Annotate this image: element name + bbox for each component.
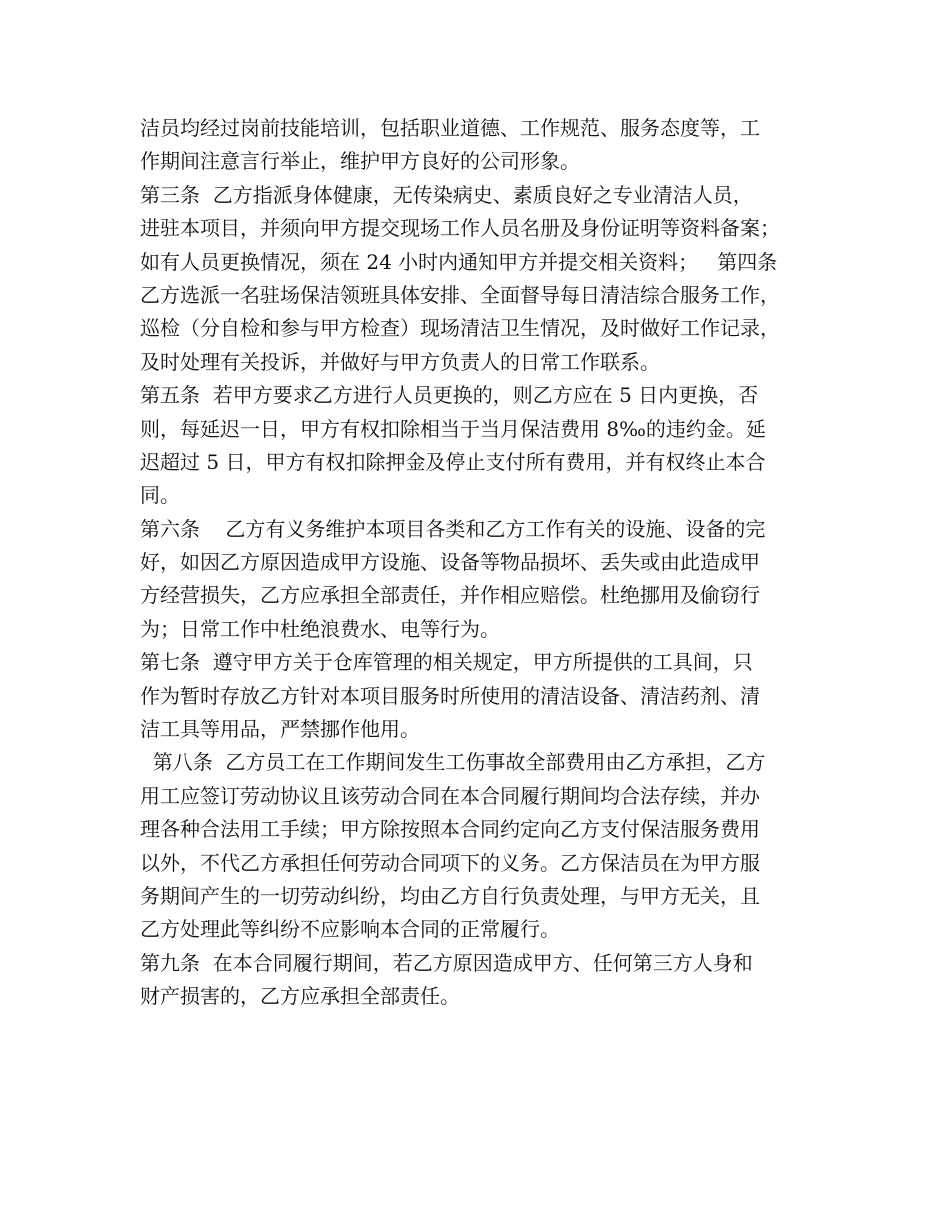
text-line: 作为暂时存放乙方针对本项目服务时所使用的清洁设备、清洁药剂、清 [140, 683, 760, 708]
document-body [140, 112, 815, 1014]
text-line: 如有人员更换情况，须在 24 小时内通知甲方并提交相关资料； 第四条 [140, 249, 778, 274]
text-line: 及时处理有关投诉，并做好与甲方负责人的日常工作联系。 [140, 349, 660, 374]
text-line: 方经营损失，乙方应承担全部责任，并作相应赔偿。杜绝挪用及偷窃行 [140, 583, 760, 608]
text-line: 第五条 若甲方要求乙方进行人员更换的，则乙方应在 5 日内更换，否 [140, 383, 759, 408]
text-line: 理各种合法用工手续；甲方除按照本合同约定向乙方支付保洁服务费用 [140, 817, 760, 842]
text-line: 第六条 乙方有义务维护本项目各类和乙方工作有关的设施、设备的完 [140, 516, 766, 541]
text-line: 财产损害的，乙方应承担全部责任。 [140, 984, 460, 1009]
text-line: 务期间产生的一切劳动纠纷，均由乙方自行负责处理，与甲方无关，且 [140, 883, 760, 908]
text-line: 洁员均经过岗前技能培训，包括职业道德、工作规范、服务态度等，工 [140, 116, 760, 140]
text-line: 乙方选派一名驻场保洁领班具体安排、全面督导每日清洁综合服务工作， [140, 282, 780, 307]
text-line: 巡检（分自检和参与甲方检查）现场清洁卫生情况，及时做好工作记录， [140, 316, 780, 341]
text-line: 乙方处理此等纠纷不应影响本合同的正常履行。 [140, 917, 560, 942]
text-line: 洁工具等用品，严禁挪作他用。 [140, 717, 420, 742]
text-line: 第七条 遵守甲方关于仓库管理的相关规定，甲方所提供的工具间，只 [140, 650, 753, 675]
text-line: 进驻本项目，并须向甲方提交现场工作人员名册及身份证明等资料备案； [140, 216, 780, 241]
text-line: 作期间注意言行举止，维护甲方良好的公司形象。 [140, 149, 580, 174]
text-line: 以外，不代乙方承担任何劳动合同项下的义务。乙方保洁员在为甲方服 [140, 850, 760, 875]
text-line: 第三条 乙方指派身体健康，无传染病史、素质良好之专业清洁人员， [140, 182, 753, 207]
text-line: 为；日常工作中杜绝浪费水、电等行为。 [140, 616, 500, 641]
text-line: 第九条 在本合同履行期间，若乙方原因造成甲方、任何第三方人身和 [140, 950, 753, 975]
text-line: 用工应签订劳动协议且该劳动合同在本合同履行期间均合法存续，并办 [140, 783, 760, 808]
text-line: 迟超过 5 日，甲方有权扣除押金及停止支付所有费用，并有权终止本合 [140, 449, 766, 474]
text-line: 同。 [140, 483, 180, 508]
text-line: 则，每延迟一日，甲方有权扣除相当于当月保洁费用 8‰的违约金。延 [140, 416, 766, 441]
text-line: 第八条 乙方员工在工作期间发生工伤事故全部费用由乙方承担，乙方 [140, 750, 766, 775]
text-line: 好，如因乙方原因造成甲方设施、设备等物品损坏、丢失或由此造成甲 [140, 550, 760, 575]
